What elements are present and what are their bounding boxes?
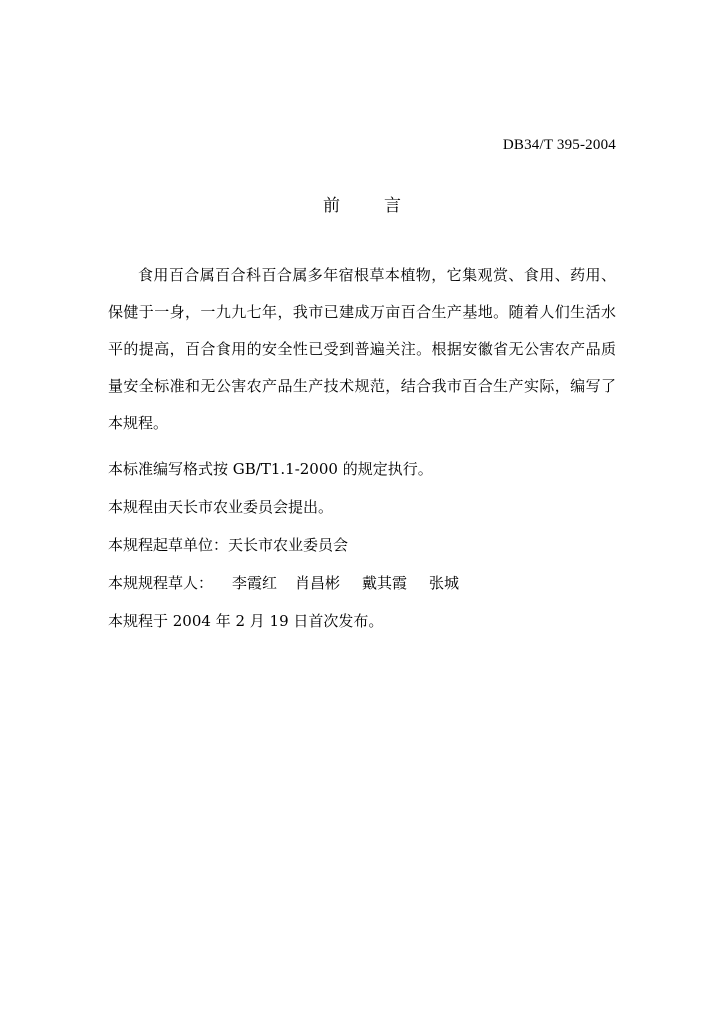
drafter-name: 肖昌彬	[295, 574, 341, 592]
format-note: 本标准编写格式按 GB/T1.1-2000 的规定执行。	[108, 460, 433, 478]
intro-paragraph: 食用百合属百合科百合属多年宿根草本植物，它集观赏、食用、药用、保健于一身，一九九七年，我市已建成万亩百合生产基地。随着人们生活水平的提高，百合食用的安全性已受到普遍关注。根据安徽省无公害农产品质量安全标准和无公害农产品生产技术规范，结合我市百合生产实际，编写了本规程。	[108, 266, 616, 432]
drafters-line	[108, 572, 477, 593]
drafting-unit-line: 本规程起草单位：天长市农业委员会	[108, 536, 349, 554]
drafters-label: 本规规程草人：	[108, 574, 214, 592]
document-code: DB34/T 395-2004	[502, 137, 616, 153]
drafter-name: 张城	[429, 574, 460, 592]
page-title: 前言	[323, 196, 445, 216]
release-line: 本规程于 2004 年 2 月 19 日首次发布。	[108, 612, 384, 630]
proposer-line: 本规程由天长市农业委员会提出。	[108, 498, 334, 516]
drafter-name: 戴其霞	[362, 574, 408, 592]
drafter-name: 李霞红	[232, 574, 278, 592]
